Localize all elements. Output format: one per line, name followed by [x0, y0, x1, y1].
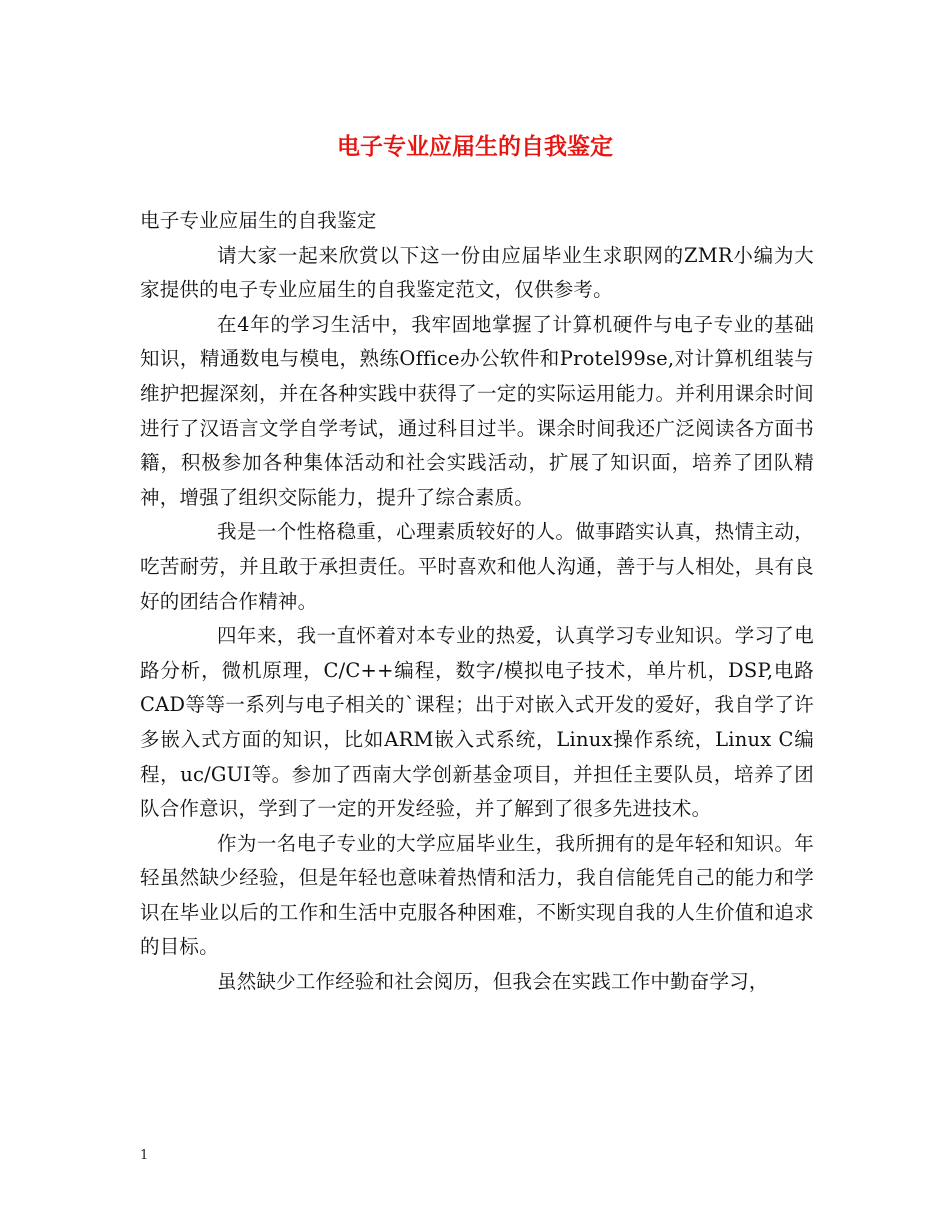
document-subtitle: 电子专业应届生的自我鉴定 — [140, 209, 377, 232]
document-body — [140, 204, 814, 1000]
paragraph-study: 在4年的学习生活中，我牢固地掌握了计算机硬件与电子专业的基础知识，精通数电与模电，熟练Office办公软件和Protel99se,对计算机组装与维护把握深刻，并在各种实践中获得了一定的实际运用能力。并利用课余时间进行了汉语言文学自学考试，通过科目过半。课余时间我还广泛阅读各方面书籍，积极参加各种集体活动和社会实践活动，扩展了知识面，培养了团队精神，增强了组织交际能力，提升了综合素质。 — [140, 312, 814, 509]
document-title: 电子专业应届生的自我鉴定 — [337, 133, 613, 160]
page-number: 1 — [140, 1148, 149, 1163]
paragraph-personality: 我是一个性格稳重，心理素质较好的人。做事踏实认真，热情主动，吃苦耐劳，并且敢于承担责任。平时喜欢和他人沟通，善于与人相处，具有良好的团结合作精神。 — [140, 520, 814, 613]
paragraph-closing: 虽然缺少工作经验和社会阅历，但我会在实践工作中勤奋学习， — [217, 970, 769, 994]
paragraph-graduate: 作为一名电子专业的大学应届毕业生，我所拥有的是年轻和知识。年轻虽然缺少经验，但是年轻也意味着热情和活力，我自信能凭自己的能力和学识在毕业以后的工作和生活中克服各种困难，不断实现自我的人生价值和追求的目标。 — [140, 831, 814, 959]
paragraph-major: 四年来，我一直怀着对本专业的热爱，认真学习专业知识。学习了电路分析，微机原理，C/C++编程，数字/模拟电子技术，单片机，DSP,电路CAD等等一系列与电子相关的`课程；出于对嵌入式开发的爱好，我自学了许多嵌入式方面的知识，比如ARM嵌入式系统，Linux操作系统，Linux C编程，uc/GUI等。参加了西南大学创新基金项目，并担任主要队员，培养了团队合作意识，学到了一定的开发经验，并了解到了很多先进技术。 — [140, 624, 814, 821]
paragraph-intro: 请大家一起来欣赏以下这一份由应届毕业生求职网的ZMR小编为大家提供的电子专业应届生的自我鉴定范文，仅供参考。 — [140, 243, 814, 302]
